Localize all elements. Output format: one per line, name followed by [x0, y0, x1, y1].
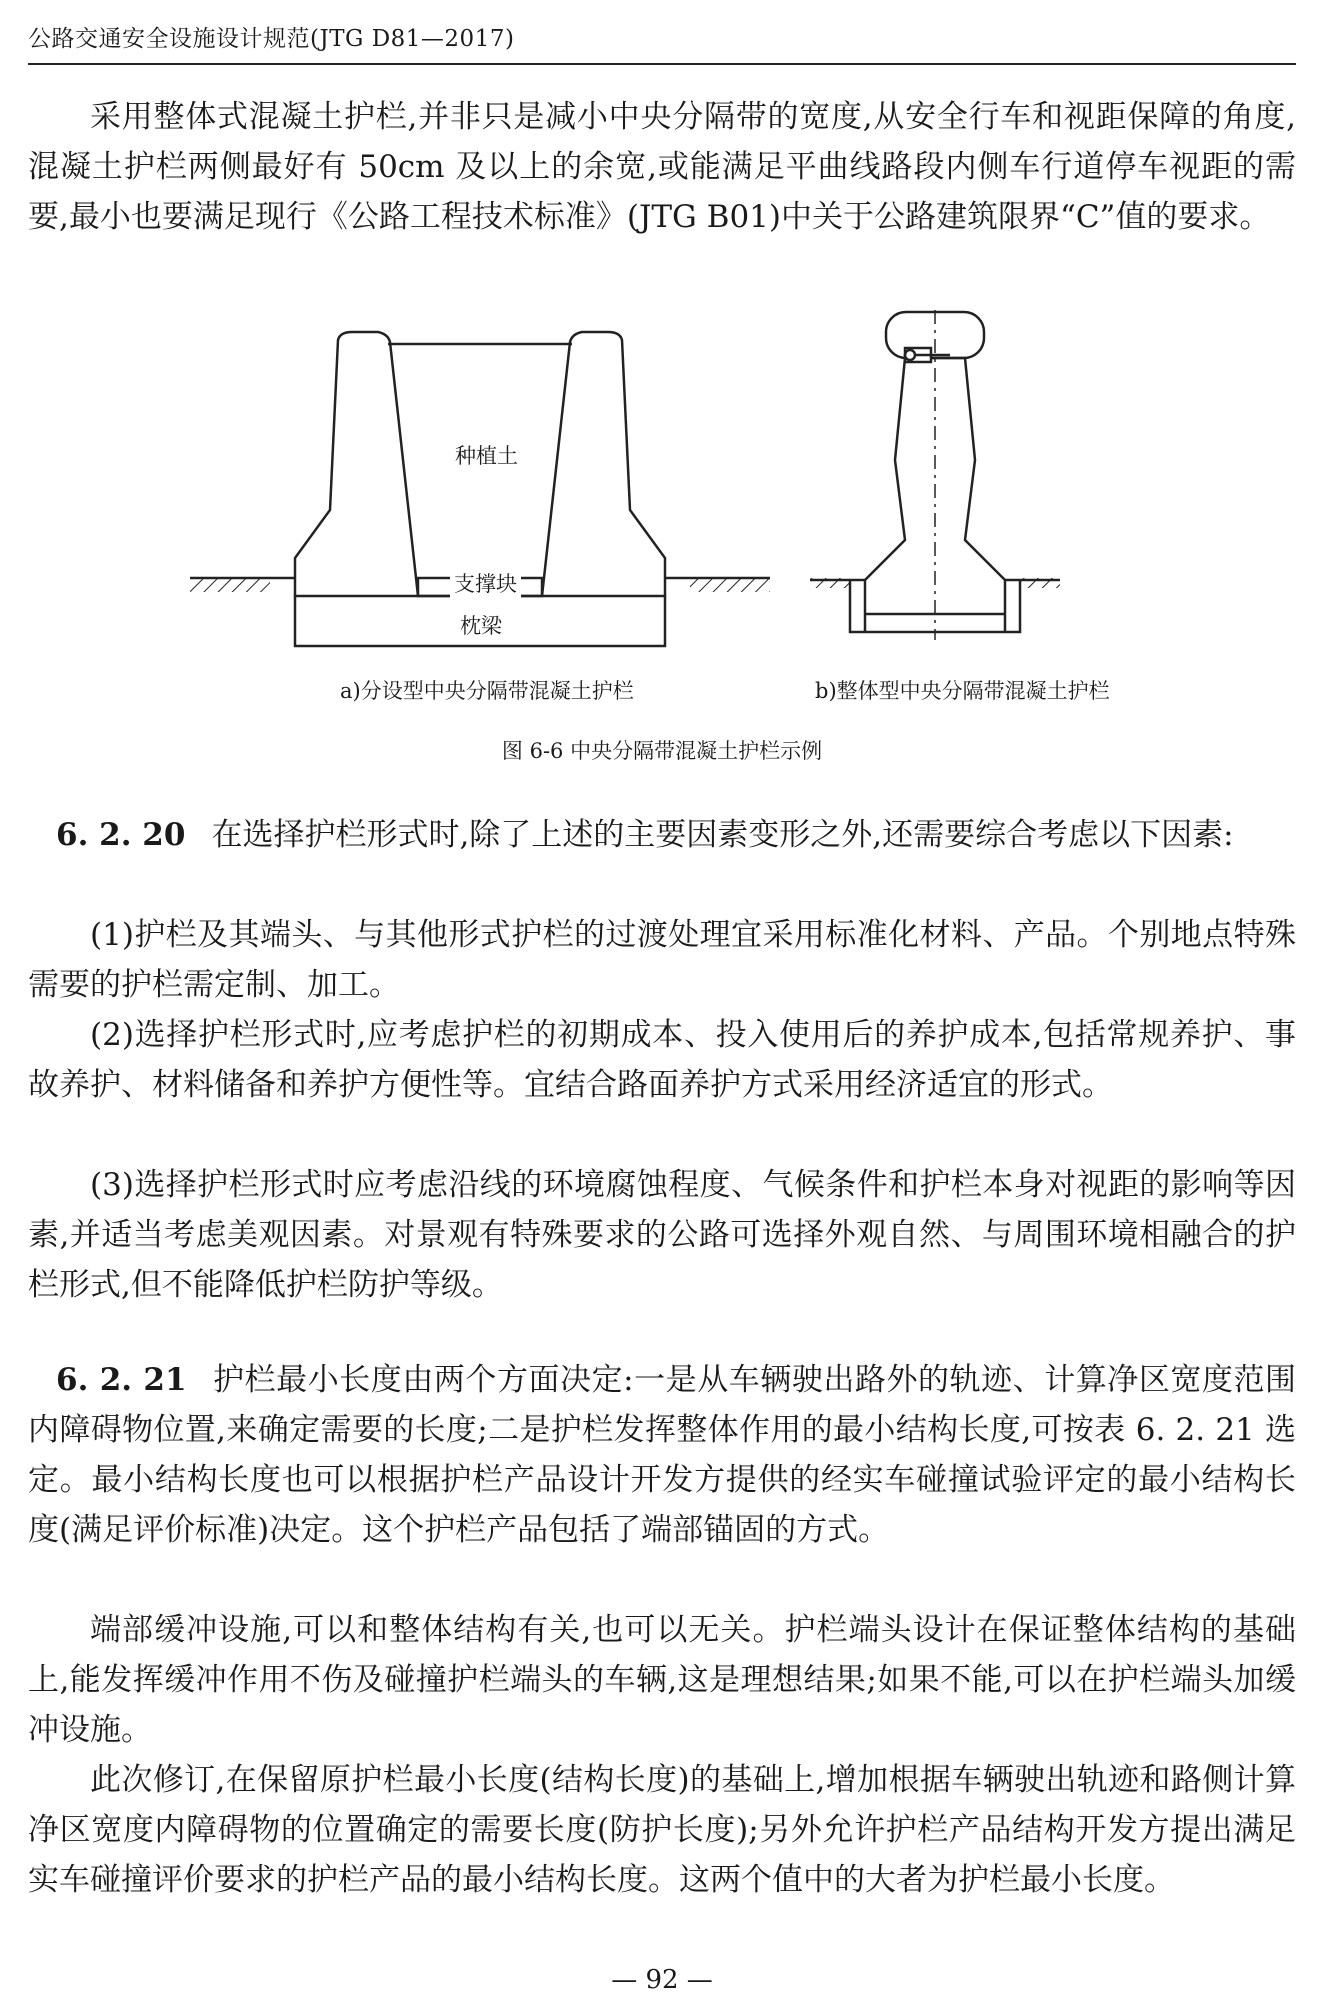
paragraph-buffer: 端部缓冲设施,可以和整体结构有关,也可以无关。护栏端头设计在保证整体结构的基础上,能发挥缓冲作用不伤及碰撞护栏端头的车辆,这是理想结果;如果不能,可以在护栏端头加缓冲设施。: [28, 1612, 1296, 1748]
label-sleeper-beam: 枕梁: [460, 614, 502, 638]
item-3: (3)选择护栏形式时应考虑沿线的环境腐蚀程度、气候条件和护栏本身对视距的影响等因素,并适当考虑美观因素。对景观有特殊要求的公路可选择外观自然、与周围环境相融合的护栏形式,但不能降低护栏防护等级。: [28, 1167, 1296, 1303]
item-2: (2)选择护栏形式时,应考虑护栏的初期成本、投入使用后的养护成本,包括常规养护、事故养护、材料储备和养护方便性等。宜结合路面养护方式采用经济适宜的形式。: [28, 1017, 1296, 1103]
subcaption-b: b)整体型中央分隔带混凝土护栏: [815, 679, 1110, 703]
intro-paragraph: 采用整体式混凝土护栏,并非只是减小中央分隔带的宽度,从安全行车和视距保障的角度,混凝土护栏两侧最好有 50cm 及以上的余宽,或能满足平曲线路段内侧车行道停车视距的需要,最小也要满足现行《公路工程技术标准》(JTG B01)中关于公路建筑限界“C”值的要求。: [28, 99, 1296, 235]
figure-caption: 图 6-6 中央分隔带混凝土护栏示例: [501, 739, 823, 763]
page-number: — 92 —: [611, 1965, 713, 1995]
section-number-6-2-21: 6. 2. 21: [56, 1362, 187, 1398]
left-barrier: [295, 332, 418, 596]
label-planting-soil: 种植土: [455, 444, 518, 468]
barrier-diagram: [160, 310, 1160, 730]
section-number-6-2-20: 6. 2. 20: [56, 817, 186, 853]
integral-barrier-drawing: [810, 310, 1060, 640]
subcaption-a: a)分设型中央分隔带混凝土护栏: [340, 679, 634, 703]
section-6-2-20-text: 在选择护栏形式时,除了上述的主要因素变形之外,还需要综合考虑以下因素:: [211, 817, 1234, 853]
ground-hatch-left: [190, 578, 270, 592]
section-6-2-21: [28, 1355, 1296, 1555]
section-6-2-20: [28, 810, 1296, 860]
ground-hatch-right: [690, 578, 770, 592]
running-header: 公路交通安全设施设计规范(JTG D81—2017): [28, 20, 1296, 65]
figure-6-6: [160, 310, 1160, 770]
item-1: (1)护栏及其端头、与其他形式护栏的过渡处理宜采用标准化材料、产品。个别地点特殊需要的护栏需定制、加工。: [28, 917, 1296, 1003]
label-support-block: 支撑块: [450, 568, 521, 598]
split-barrier-drawing: [190, 332, 770, 646]
right-barrier: [542, 332, 665, 596]
section-6-2-21-text: 护栏最小长度由两个方面决定:一是从车辆驶出路外的轨迹、计算净区宽度范围内障碍物位置,来确定需要的长度;二是护栏发挥整体作用的最小结构长度,可按表 6. 2. 21 选定。最小结构长度也可以根据护栏产品设计开发方提供的经实车碰撞试验评定的最小结构长度(满足评价标准)决定。这个护栏产品包括了端部锚固的方式。: [28, 1362, 1296, 1548]
paragraph-revision: 此次修订,在保留原护栏最小长度(结构长度)的基础上,增加根据车辆驶出轨迹和路侧计算净区宽度内障碍物的位置确定的需要长度(防护长度);另外允许护栏产品结构开发方提出满足实车碰撞评价要求的护栏产品的最小结构长度。这两个值中的大者为护栏最小长度。: [28, 1762, 1296, 1898]
